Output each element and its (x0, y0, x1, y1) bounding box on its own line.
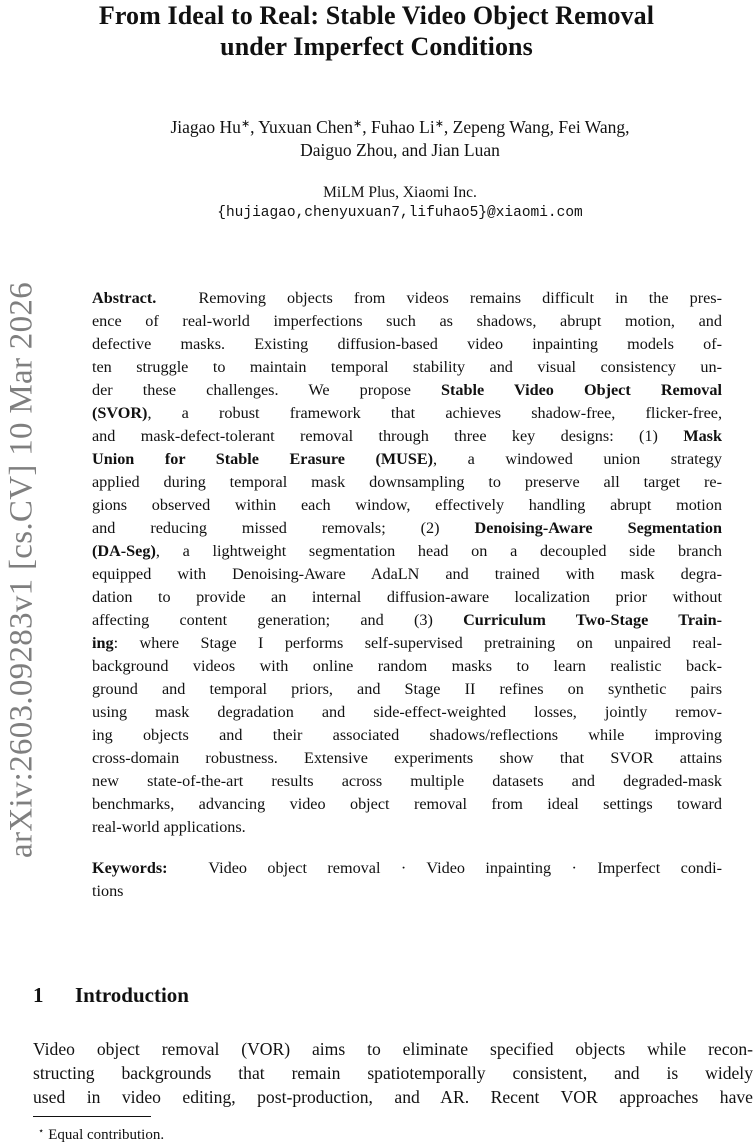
abstract-line (92, 356, 722, 379)
abstract-line (92, 724, 722, 747)
abstract-text: equipped with Denoising-Aware AdaLN and trained with mask degra- (92, 565, 722, 583)
abstract-text: dation to provide an internal diffusion-aware localization prior without (92, 588, 722, 606)
footnote (38, 1122, 164, 1145)
abstract-text: ence of real-world imperfections such as shadows, abrupt motion, and (92, 312, 722, 330)
abstract-bold-term: Stable Video Object Removal (441, 381, 722, 399)
author-emails: {hujiagao,chenyuxuan7,lifuhao5}@xiaomi.com (217, 205, 583, 221)
abstract-text: , a windowed union strategy (433, 450, 722, 468)
author-name: Jiagao Hu (170, 117, 241, 137)
abstract-text: and reducing missed removals; (2) (92, 519, 475, 537)
arxiv-identifier-stamp: arXiv:2603.09283v1 [cs.CV] 10 Mar 2026 (3, 282, 40, 858)
author-name: , Fuhao Li (362, 117, 435, 137)
intro-line: used in video editing, post-production, and AR. Recent VOR approaches have (33, 1087, 753, 1107)
abstract-line (92, 655, 722, 678)
abstract-line (92, 609, 722, 632)
authors-line-2: Daiguo Zhou, and Jian Luan (300, 140, 500, 160)
equal-contribution-mark: ∗ (353, 118, 363, 130)
abstract-bold-term: (SVOR) (92, 404, 148, 422)
footnote-divider (33, 1116, 151, 1117)
abstract-bold-term: Union for Stable Erasure (MUSE) (92, 450, 434, 468)
title-line-2: under Imperfect Conditions (220, 32, 533, 61)
abstract (92, 287, 722, 839)
abstract-line (92, 747, 722, 770)
abstract-text: ten struggle to maintain temporal stability and visual consistency un- (92, 358, 722, 376)
affiliation-block (80, 182, 720, 224)
section-title: Introduction (75, 983, 189, 1007)
abstract-line (92, 816, 722, 839)
abstract-bold-term: Denoising-Aware Segmentation (474, 519, 722, 537)
footnote-text: Equal contribution. (48, 1127, 165, 1143)
abstract-line (92, 494, 722, 517)
intro-line: Video object removal (VOR) aims to eliminate specified objects while recon- (33, 1039, 753, 1059)
abstract-text: ground and temporal priors, and Stage II refines on synthetic pairs (92, 680, 722, 698)
abstract-text: affecting content generation; and (3) (92, 611, 464, 629)
author-list (80, 113, 720, 162)
author-name: , Yuxuan Chen (250, 117, 354, 137)
institution: MiLM Plus, Xiaomi Inc. (323, 184, 477, 201)
abstract-text: using mask degradation and side-effect-weighted losses, jointly remov- (92, 703, 722, 721)
author-name: , Zepeng Wang, Fei Wang, (443, 117, 630, 137)
introduction-paragraph (33, 1037, 753, 1109)
abstract-line (92, 563, 722, 586)
abstract-text: background videos with online random masks to learn realistic back- (92, 657, 722, 675)
keywords (92, 857, 722, 903)
abstract-text: gions observed within each window, effectively handling abrupt motion (92, 496, 722, 514)
abstract-text: defective masks. Existing diffusion-based video inpainting models of- (92, 335, 722, 353)
abstract-text: , a robust framework that achieves shadow-free, flicker-free, (147, 404, 722, 422)
abstract-text: real-world applications. (92, 818, 246, 836)
equal-contribution-mark: ∗ (434, 118, 444, 130)
abstract-label: Abstract. (92, 289, 157, 307)
abstract-line (92, 402, 722, 425)
abstract-line (92, 678, 722, 701)
abstract-text: and mask-defect-tolerant removal through three key designs: (1) (92, 427, 684, 445)
section-number: 1 (33, 983, 44, 1007)
keywords-line-1 (92, 857, 722, 880)
authors-line-1 (80, 113, 720, 139)
abstract-text: applied during temporal mask downsampling to preserve all target re- (92, 473, 722, 491)
keywords-label: Keywords: (92, 859, 168, 877)
abstract-text: : where Stage I performs self-supervised pretraining on unpaired real- (113, 634, 722, 652)
abstract-line (92, 770, 722, 793)
abstract-text: benchmarks, advancing video object removal from ideal settings toward (92, 795, 722, 813)
abstract-bold-term: Mask (683, 427, 722, 445)
abstract-line (92, 448, 722, 471)
abstract-text: cross-domain robustness. Extensive experiments show that SVOR attains (92, 749, 722, 767)
abstract-text: new state-of-the-art results across multiple datasets and degraded-mask (92, 772, 722, 790)
abstract-text: der these challenges. We propose (92, 381, 442, 399)
keywords-line-2: tions (92, 882, 124, 900)
title-line-1: From Ideal to Real: Stable Video Object Removal (98, 1, 655, 30)
abstract-line (92, 632, 722, 655)
intro-line: structing backgrounds that remain spatiotemporally consistent, and is widely (33, 1063, 753, 1083)
abstract-text: ing objects and their associated shadows/reflections while improving (92, 726, 722, 744)
abstract-line (92, 287, 722, 310)
abstract-line (92, 586, 722, 609)
abstract-line (92, 793, 722, 816)
abstract-line (92, 379, 722, 402)
abstract-line (92, 517, 722, 540)
paper-title (0, 0, 753, 62)
equal-contribution-mark: ∗ (240, 118, 251, 130)
keywords-text: Video object removal · Video inpainting · Imperfect condi- (208, 859, 723, 877)
abstract-line (92, 310, 722, 333)
abstract-line (92, 471, 722, 494)
abstract-line (92, 701, 722, 724)
abstract-line (92, 425, 722, 448)
abstract-line (92, 333, 722, 356)
abstract-bold-term: (DA-Seg) (92, 542, 156, 560)
abstract-bold-term: ing (92, 634, 114, 652)
abstract-text: , a lightweight segmentation head on a decoupled side branch (155, 542, 722, 560)
abstract-bold-term: Curriculum Two-Stage Train- (463, 611, 722, 629)
abstract-line (92, 540, 722, 563)
abstract-text: Removing objects from videos remains difficult in the pres- (198, 289, 722, 307)
footnote-mark: ⋆ (38, 1126, 45, 1137)
section-heading-introduction (33, 980, 189, 1010)
